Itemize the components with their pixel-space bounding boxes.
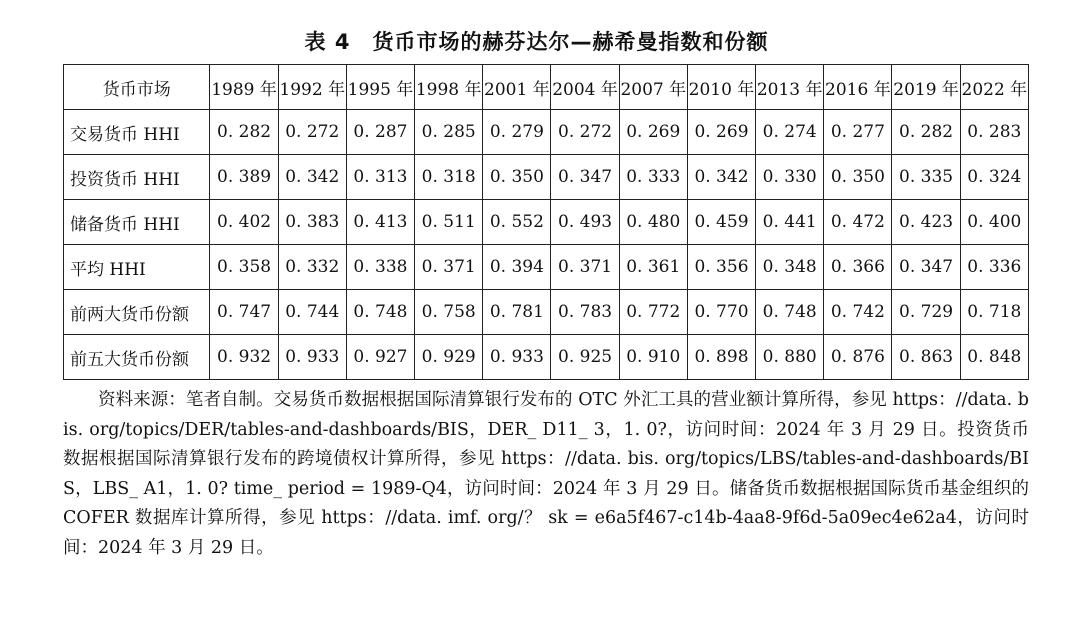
table-cell: 0. 848: [960, 335, 1028, 380]
table-cell: 0. 933: [278, 335, 346, 380]
table-cell: 0. 402: [210, 200, 278, 245]
header-year: 2022 年: [960, 65, 1028, 110]
table-cell: 0. 744: [278, 290, 346, 335]
table-cell: 0. 342: [278, 155, 346, 200]
table-cell: 0. 313: [346, 155, 414, 200]
table-cell: 0. 358: [210, 245, 278, 290]
table-cell: 0. 910: [619, 335, 687, 380]
table-cell: 0. 748: [346, 290, 414, 335]
table-cell: 0. 347: [551, 155, 619, 200]
table-cell: 0. 287: [346, 110, 414, 155]
table-title: 表 4 货币市场的赫芬达尔—赫希曼指数和份额: [304, 30, 769, 54]
table-cell: 0. 383: [278, 200, 346, 245]
table-cell: 0. 366: [824, 245, 892, 290]
table-cell: 0. 413: [346, 200, 414, 245]
table-cell: 0. 335: [892, 155, 960, 200]
row-label: 前两大货币份额: [64, 290, 210, 335]
table-cell: 0. 876: [824, 335, 892, 380]
row-label: 交易货币 HHI: [64, 110, 210, 155]
table-cell: 0. 336: [960, 245, 1028, 290]
table-cell: 0. 423: [892, 200, 960, 245]
table-cell: 0. 898: [687, 335, 755, 380]
row-label: 平均 HHI: [64, 245, 210, 290]
table-row: [64, 290, 1029, 335]
header-year: 1995 年: [346, 65, 414, 110]
header-year: 2007 年: [619, 65, 687, 110]
table-cell: 0. 772: [619, 290, 687, 335]
table-cell: 0. 389: [210, 155, 278, 200]
header-year: 2016 年: [824, 65, 892, 110]
table-cell: 0. 269: [619, 110, 687, 155]
table-cell: 0. 324: [960, 155, 1028, 200]
table-cell: 0. 729: [892, 290, 960, 335]
table-row: [64, 155, 1029, 200]
table-cell: 0. 441: [756, 200, 824, 245]
table-cell: 0. 770: [687, 290, 755, 335]
header-year: 2010 年: [687, 65, 755, 110]
table-cell: 0. 277: [824, 110, 892, 155]
table-cell: 0. 933: [483, 335, 551, 380]
table-cell: 0. 283: [960, 110, 1028, 155]
header-market: 货币市场: [64, 65, 210, 110]
table-cell: 0. 318: [415, 155, 483, 200]
header-year: 2001 年: [483, 65, 551, 110]
table-cell: 0. 371: [551, 245, 619, 290]
table-cell: 0. 350: [824, 155, 892, 200]
table-row: [64, 110, 1029, 155]
table-cell: 0. 282: [210, 110, 278, 155]
table-cell: 0. 748: [756, 290, 824, 335]
table-cell: 0. 272: [551, 110, 619, 155]
table-row: [64, 200, 1029, 245]
table-cell: 0. 400: [960, 200, 1028, 245]
header-year: 2004 年: [551, 65, 619, 110]
table-cell: 0. 552: [483, 200, 551, 245]
table-cell: 0. 863: [892, 335, 960, 380]
table-cell: 0. 718: [960, 290, 1028, 335]
table-cell: 0. 347: [892, 245, 960, 290]
table-cell: 0. 282: [892, 110, 960, 155]
row-label: 投资货币 HHI: [64, 155, 210, 200]
header-year: 2019 年: [892, 65, 960, 110]
table-cell: 0. 332: [278, 245, 346, 290]
table-cell: 0. 348: [756, 245, 824, 290]
table-cell: 0. 285: [415, 110, 483, 155]
header-year: 1989 年: [210, 65, 278, 110]
table-cell: 0. 511: [415, 200, 483, 245]
table-cell: 0. 925: [551, 335, 619, 380]
table-cell: 0. 472: [824, 200, 892, 245]
table-cell: 0. 274: [756, 110, 824, 155]
table-cell: 0. 932: [210, 335, 278, 380]
row-label: 储备货币 HHI: [64, 200, 210, 245]
table-cell: 0. 493: [551, 200, 619, 245]
table-row: [64, 335, 1029, 380]
table-cell: 0. 929: [415, 335, 483, 380]
table-cell: 0. 371: [415, 245, 483, 290]
table-header-row: [64, 65, 1029, 110]
header-year: 1992 年: [278, 65, 346, 110]
table-cell: 0. 272: [278, 110, 346, 155]
table-cell: 0. 927: [346, 335, 414, 380]
table-cell: 0. 350: [483, 155, 551, 200]
source-note: 资料来源：笔者自制。交易货币数据根据国际清算银行发布的 OTC 外汇工具的营业额计算所得，参见 https：//data. bis. org/topics/DER/tables-and-dashboards/BIS，DER_ D11_ 3，1. 0?，访问时间：2024 年 3 月 29 日。投资货币数据根据国际清算银行发布的跨境债权计算所得，参见 https：//data. bis. org/topics/LBS/tables-and-dashboards/BIS，LBS_ A1，1. 0? time_ period = 1989-Q4，访问时间：2024 年 3 月 29 日。储备货币数据根据国际货币基金组织的 COFER 数据库计算所得，参见 https：//data. imf. org/？ sk = e6a5f467-c14b-4aa8-9f6d-5a09ec4e62a4，访问时间：2024 年 3 月 29 日。: [63, 390, 1029, 558]
table-cell: 0. 356: [687, 245, 755, 290]
table-cell: 0. 269: [687, 110, 755, 155]
table-cell: 0. 333: [619, 155, 687, 200]
table-cell: 0. 781: [483, 290, 551, 335]
table-cell: 0. 330: [756, 155, 824, 200]
hhi-table: [63, 64, 1029, 380]
table-cell: 0. 880: [756, 335, 824, 380]
table-cell: 0. 279: [483, 110, 551, 155]
table-cell: 0. 758: [415, 290, 483, 335]
table-cell: 0. 361: [619, 245, 687, 290]
header-year: 1998 年: [415, 65, 483, 110]
table-cell: 0. 459: [687, 200, 755, 245]
table-cell: 0. 394: [483, 245, 551, 290]
table-row: [64, 245, 1029, 290]
table-cell: 0. 480: [619, 200, 687, 245]
table-cell: 0. 747: [210, 290, 278, 335]
table-cell: 0. 338: [346, 245, 414, 290]
row-label: 前五大货币份额: [64, 335, 210, 380]
table-cell: 0. 783: [551, 290, 619, 335]
header-year: 2013 年: [756, 65, 824, 110]
table-cell: 0. 742: [824, 290, 892, 335]
table-cell: 0. 342: [687, 155, 755, 200]
